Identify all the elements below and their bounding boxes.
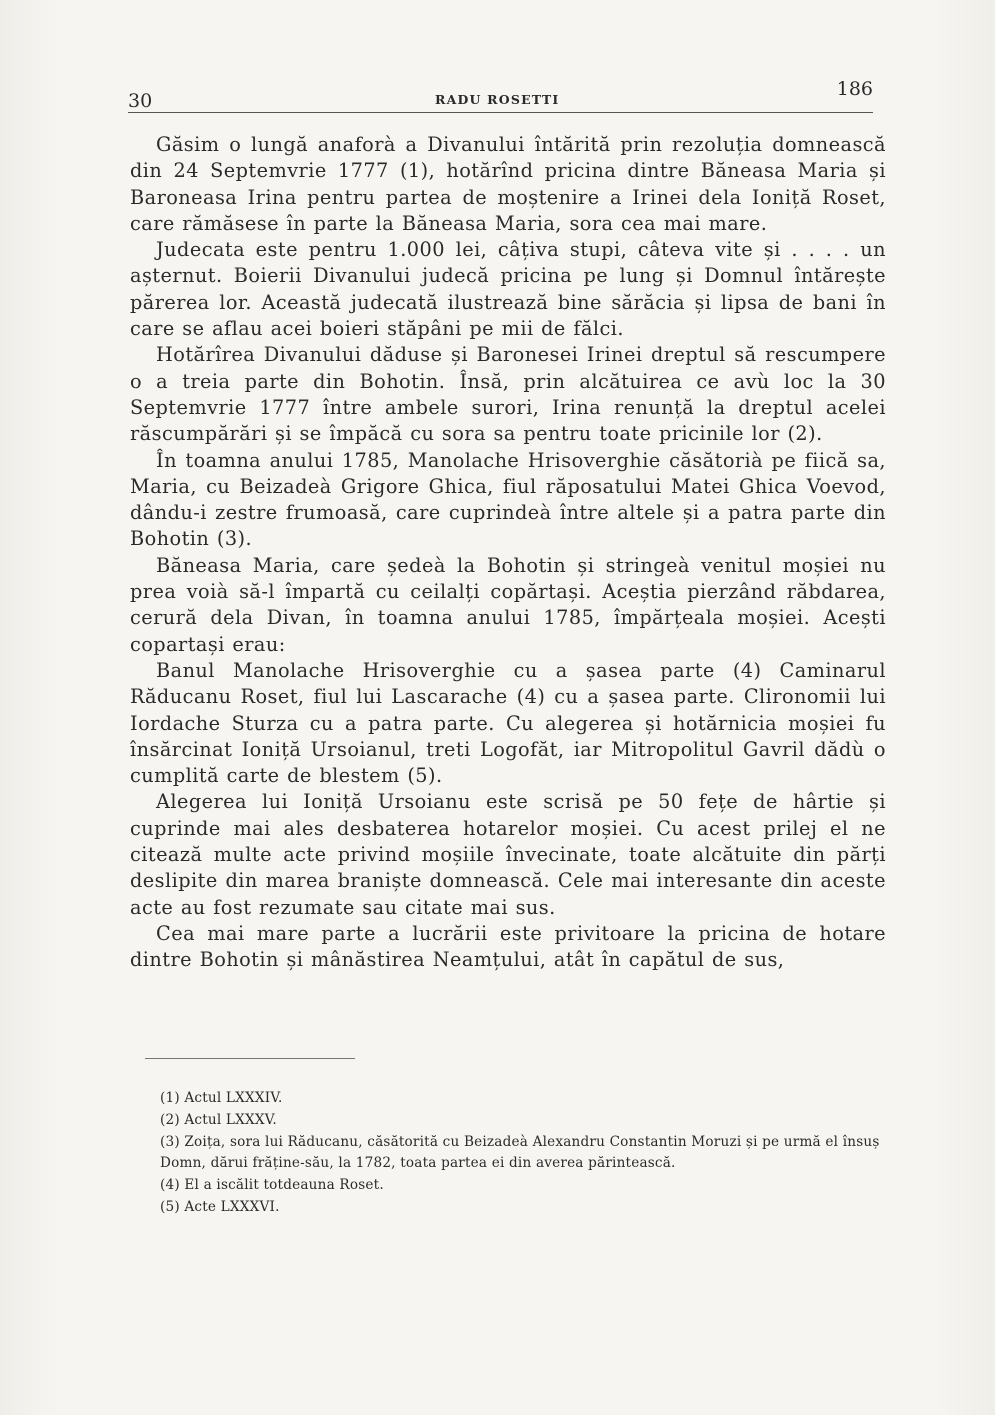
paragraph: Hotărîrea Divanului dăduse și Baronesei Irinei dreptul să rescumpere o a treia parte din Bohotin. Însă, prin alcătuirea ce avù loc la 30 Septemvrie 1777 între ambele surori, Irina renunță la dreptul acelei răscumpărări și se împăcă cu sora sa pentru toate pricinile lor (2). xyxy=(130,343,886,446)
paragraph: Băneasa Maria, care ședeà la Bohotin și stringeà venitul moșiei nu prea voià să-l împartă cu ceilalți copărtași. Aceștia pierzând răbdarea, cerură dela Divan, în toamna anului 1785, împărțeala moșiei. Acești copartași erau: xyxy=(130,553,886,656)
paragraph: În toamna anului 1785, Manolache Hrisoverghie căsătorià pe fiică sa, Maria, cu Beizadeà Grigore Ghica, fiul răposatului Matei Ghica Voevod, dându-i zestre frumoasă, care cuprindeà între altele și a patra parte din Bohotin (3). xyxy=(130,448,886,551)
footnote-2: (2) Actul LXXXV. xyxy=(160,1111,277,1128)
footnote-4: (4) El a iscălit totdeauna Roset. xyxy=(160,1177,384,1194)
paragraph: Banul Manolache Hrisoverghie cu a șasea parte (4) Caminarul Răducanu Roset, fiul lui Lascarache (4) cu a șasea parte. Clironomii lui Iordache Sturza cu a patra parte. Cu alegerea și hotărnicia moșiei fu însărcinat Ioniță Ursoianul, treti Logofăt, iar Mitropolitul Gavril dădù o cumplită carte de blestem (5). xyxy=(130,658,886,788)
paragraph: Alegerea lui Ioniță Ursoianu este scrisă pe 50 fețe de hârtie și cuprinde mai ales desbaterea hotarelor moșiei. Cu acest prilej el ne citează multe acte privind moșiile învecinate, toate alcătuite din părți deslipite din marea braniște domnească. Cele mai interesante din aceste acte au fost rezumate sau citate mai sus. xyxy=(130,790,886,919)
paragraph: Judecata este pentru 1.000 lei, câțiva stupi, câteva vite și . . . . un așternut. Boierii Divanului judecă pricina pe lung și Domnul întărește părerea lor. Această judecată ilustrează bine sărăcia și lipsa de bani în care se aflau acei boieri stăpâni pe mii de fălci. xyxy=(130,238,886,341)
footnote-5: (5) Acte LXXXVI. xyxy=(160,1198,280,1215)
footnote-3: (3) Zoița, sora lui Răducanu, căsătorită cu Beizadeà Alexandru Constantin Moruzi și pe urmă el însuș Domn, dărui frăține-său, la 1782, toata partea ei din averea părintească. xyxy=(160,1133,880,1172)
footnote-rule xyxy=(145,1058,355,1059)
paragraph: Găsim o lungă anaforà a Divanului întărită prin rezoluția domnească din 24 Septemvrie 1777 (1), hotărînd pricina dintre Băneasa Maria și Baroneasa Irina pentru partea de moștenire a Irinei dela Ioniță Roset, care rămăsese în parte la Băneasa Maria, sora cea mai mare. xyxy=(130,133,886,235)
footnotes xyxy=(160,1088,890,1219)
paragraph: Cea mai mare parte a lucrării este privitoare la pricina de hotare dintre Bohotin și mânăstirea Neamțului, atât în capătul de sus, xyxy=(130,921,886,972)
header-rule xyxy=(128,112,873,113)
page-header xyxy=(128,78,873,118)
footnote-1: (1) Actul LXXXIV. xyxy=(160,1090,283,1106)
page-number-left: 30 xyxy=(128,90,153,112)
running-title: RADU ROSETTI xyxy=(435,92,560,107)
page-number-right: 186 xyxy=(836,78,873,100)
body-text xyxy=(130,132,886,974)
